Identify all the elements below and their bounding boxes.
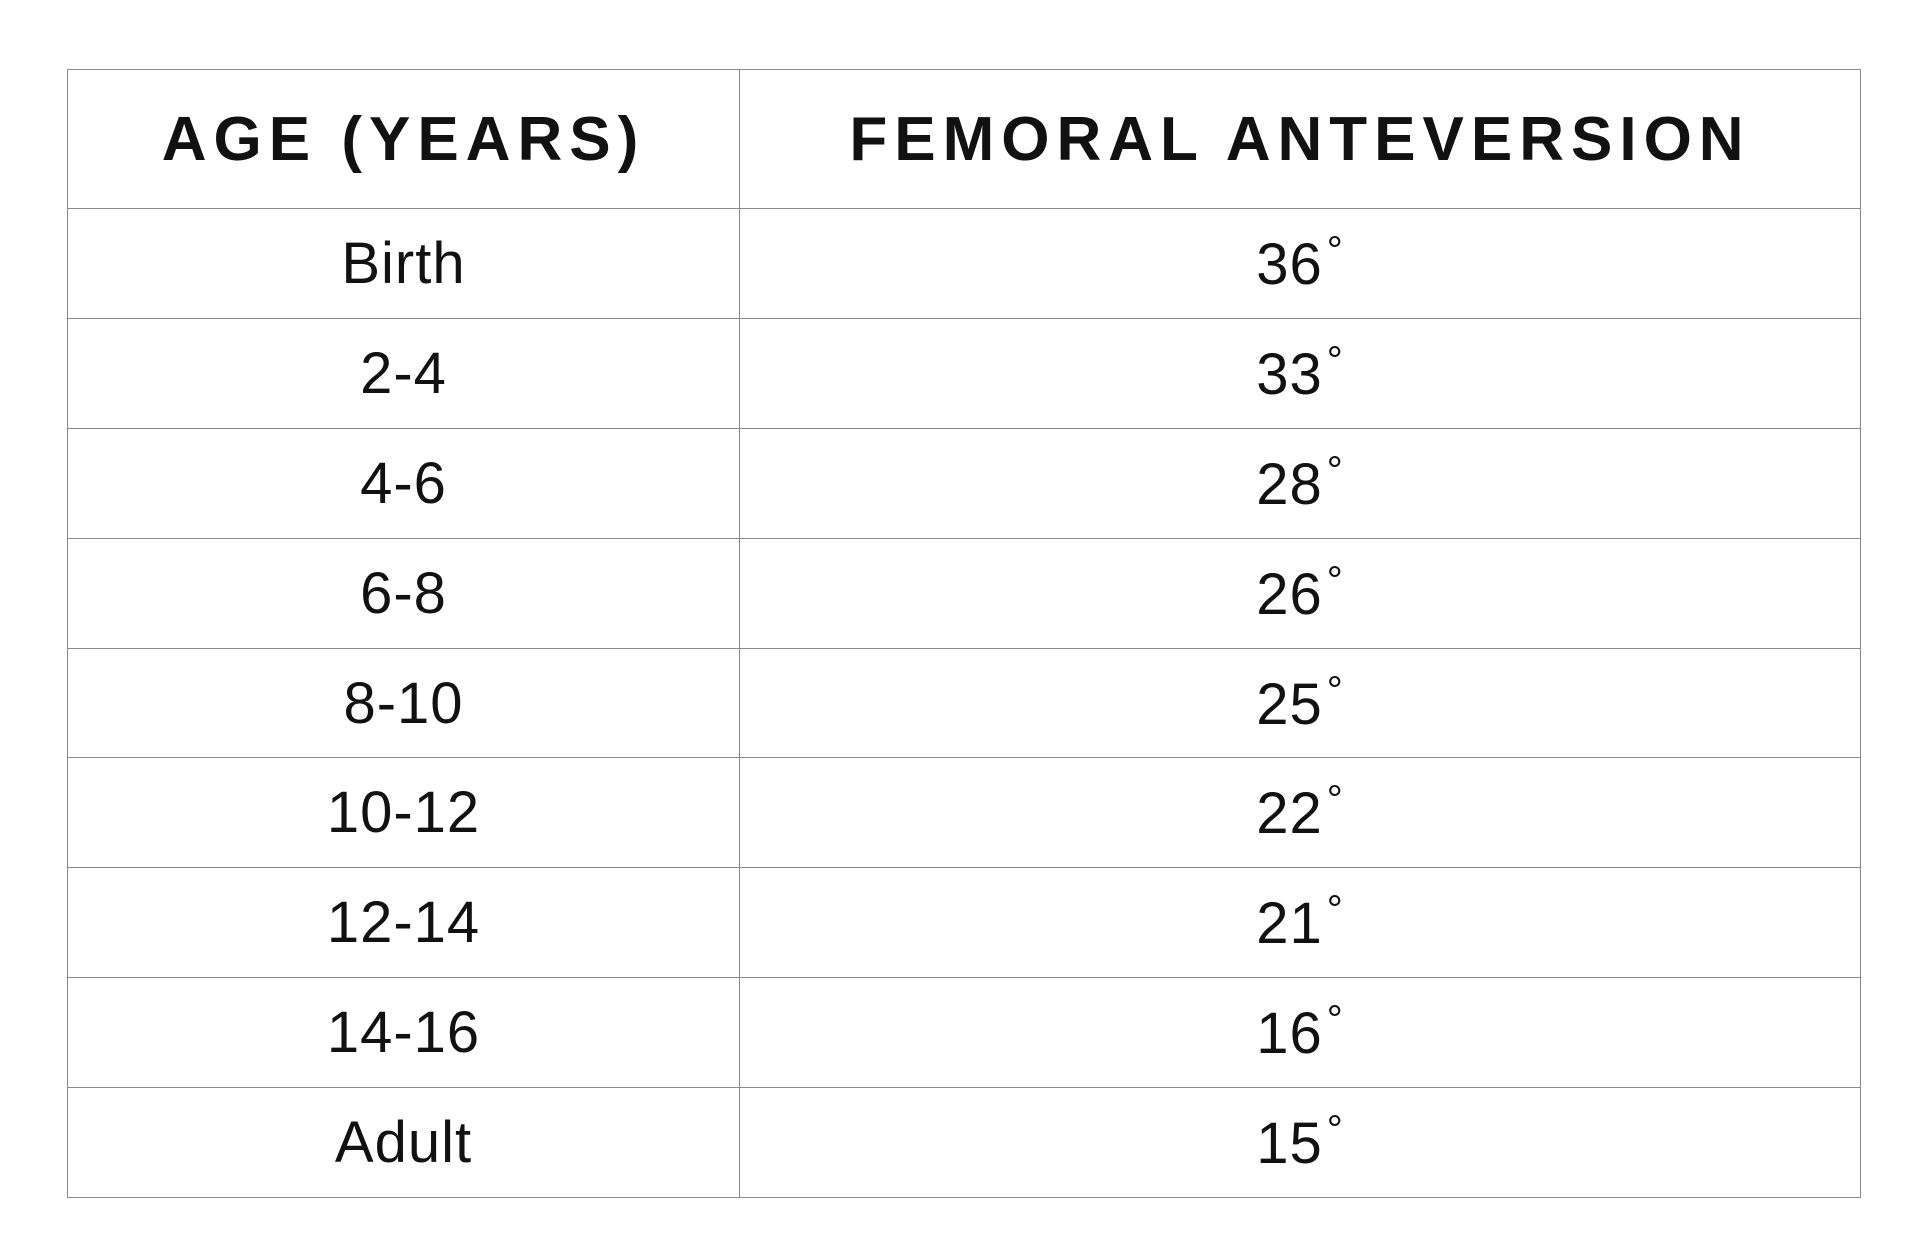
anteversion-value: 26 <box>1256 561 1323 627</box>
anteversion-value: 36 <box>1256 231 1323 297</box>
age-cell: 6-8 <box>68 538 740 648</box>
anteversion-cell <box>740 648 1861 758</box>
header-age: AGE (YEARS) <box>68 70 740 209</box>
age-cell: 2-4 <box>68 318 740 428</box>
age-cell: Adult <box>68 1088 740 1198</box>
degree-symbol: ° <box>1326 888 1344 933</box>
anteversion-value: 16 <box>1256 1001 1323 1067</box>
anteversion-value: 25 <box>1256 671 1323 737</box>
header-femoral-anteversion: FEMORAL ANTEVERSION <box>740 70 1861 209</box>
age-cell: 12-14 <box>68 868 740 978</box>
degree-symbol: ° <box>1326 338 1344 383</box>
anteversion-cell <box>740 758 1861 868</box>
table-row <box>68 318 1861 428</box>
anteversion-value: 33 <box>1256 341 1323 407</box>
anteversion-cell <box>740 318 1861 428</box>
anteversion-cell <box>740 1088 1861 1198</box>
table-row <box>68 978 1861 1088</box>
degree-symbol: ° <box>1326 668 1344 713</box>
table-row <box>68 428 1861 538</box>
age-cell: 10-12 <box>68 758 740 868</box>
age-cell: 14-16 <box>68 978 740 1088</box>
degree-symbol: ° <box>1326 558 1344 603</box>
table-row <box>68 648 1861 758</box>
anteversion-cell <box>740 209 1861 319</box>
age-cell: 8-10 <box>68 648 740 758</box>
femoral-anteversion-table <box>67 69 1861 1198</box>
degree-symbol: ° <box>1326 778 1344 823</box>
degree-symbol: ° <box>1326 998 1344 1043</box>
table-row <box>68 209 1861 319</box>
anteversion-table-container <box>67 69 1860 1187</box>
age-cell: 4-6 <box>68 428 740 538</box>
anteversion-cell <box>740 978 1861 1088</box>
anteversion-value: 15 <box>1256 1111 1323 1177</box>
anteversion-value: 21 <box>1256 891 1323 957</box>
table-row <box>68 868 1861 978</box>
anteversion-cell <box>740 428 1861 538</box>
table-row <box>68 758 1861 868</box>
anteversion-cell <box>740 868 1861 978</box>
degree-symbol: ° <box>1326 1108 1344 1153</box>
table-row <box>68 1088 1861 1198</box>
table-body <box>68 209 1861 1198</box>
table-row <box>68 538 1861 648</box>
degree-symbol: ° <box>1326 228 1344 273</box>
anteversion-value: 22 <box>1256 781 1323 847</box>
age-cell: Birth <box>68 209 740 319</box>
degree-symbol: ° <box>1326 448 1344 493</box>
anteversion-value: 28 <box>1256 451 1323 517</box>
header-row <box>68 70 1861 209</box>
table-header <box>68 70 1861 209</box>
anteversion-cell <box>740 538 1861 648</box>
